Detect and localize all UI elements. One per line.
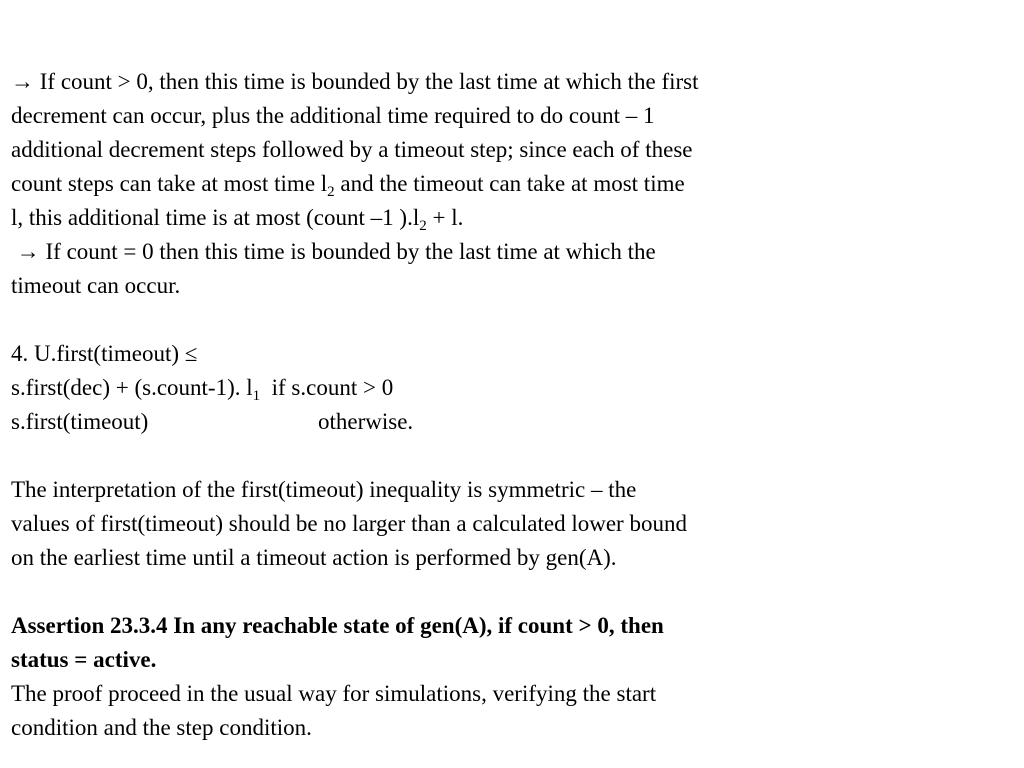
- spacer: [11, 575, 1011, 609]
- para2-line1: [11, 235, 1011, 269]
- para1-line2: decrement can occur, plus the additional time required to do count – 1: [11, 103, 655, 128]
- para2-line2: timeout can occur.: [11, 273, 181, 298]
- para1-line1: [11, 65, 1011, 99]
- item4-case2-expr: s.first(timeout): [11, 409, 149, 434]
- proof-line2: condition and the step condition.: [11, 715, 312, 740]
- spacer: [11, 303, 1011, 337]
- right-arrow-icon: →: [16, 239, 40, 264]
- slide-body: [11, 65, 1011, 745]
- interpretation-line2: values of first(timeout) should be no larger than a calculated lower bound: [11, 511, 687, 536]
- assertion-line1: Assertion 23.3.4 In any reachable state of gen(A), if count > 0, then: [11, 613, 664, 638]
- para1-line5-pre: l, this additional time is at most (count –1 ).l: [11, 205, 420, 230]
- assertion-line2: status = active.: [11, 647, 157, 672]
- para1-line4-post: and the timeout can take at most time: [334, 171, 685, 196]
- subscript-2: 2: [419, 218, 427, 234]
- para1-line4: [11, 167, 1011, 201]
- subscript-2: 2: [327, 184, 335, 200]
- para1-line1-text: If count > 0, then this time is bounded by the last time at which the first: [34, 69, 699, 94]
- item4-case1-expr: s.first(dec) + (s.count-1). l: [11, 375, 253, 400]
- right-arrow-icon: →: [11, 69, 34, 94]
- item4-heading: 4. U.first(timeout) ≤: [11, 341, 198, 366]
- item4-case1: [11, 371, 1011, 405]
- proof-line1: The proof proceed in the usual way for simulations, verifying the start: [11, 681, 657, 706]
- para1-line5-post: + l.: [426, 205, 464, 230]
- interpretation-line3: on the earliest time until a timeout action is performed by gen(A).: [11, 545, 617, 570]
- para2-line1-text: If count = 0 then this time is bounded by the last time at which the: [39, 239, 656, 264]
- para1-line4-pre: count steps can take at most time l: [11, 171, 328, 196]
- item4-case2-cond: otherwise.: [318, 409, 414, 434]
- para1-line3: additional decrement steps followed by a timeout step; since each of these: [11, 137, 693, 162]
- subscript-1: 1: [252, 388, 261, 404]
- interpretation-line1: The interpretation of the first(timeout) inequality is symmetric – the: [11, 477, 637, 502]
- item4-case1-cond: if s.count > 0: [260, 375, 394, 400]
- spacer: [11, 439, 1011, 473]
- item4-case2: [11, 405, 1011, 439]
- para1-line5: [11, 201, 1011, 235]
